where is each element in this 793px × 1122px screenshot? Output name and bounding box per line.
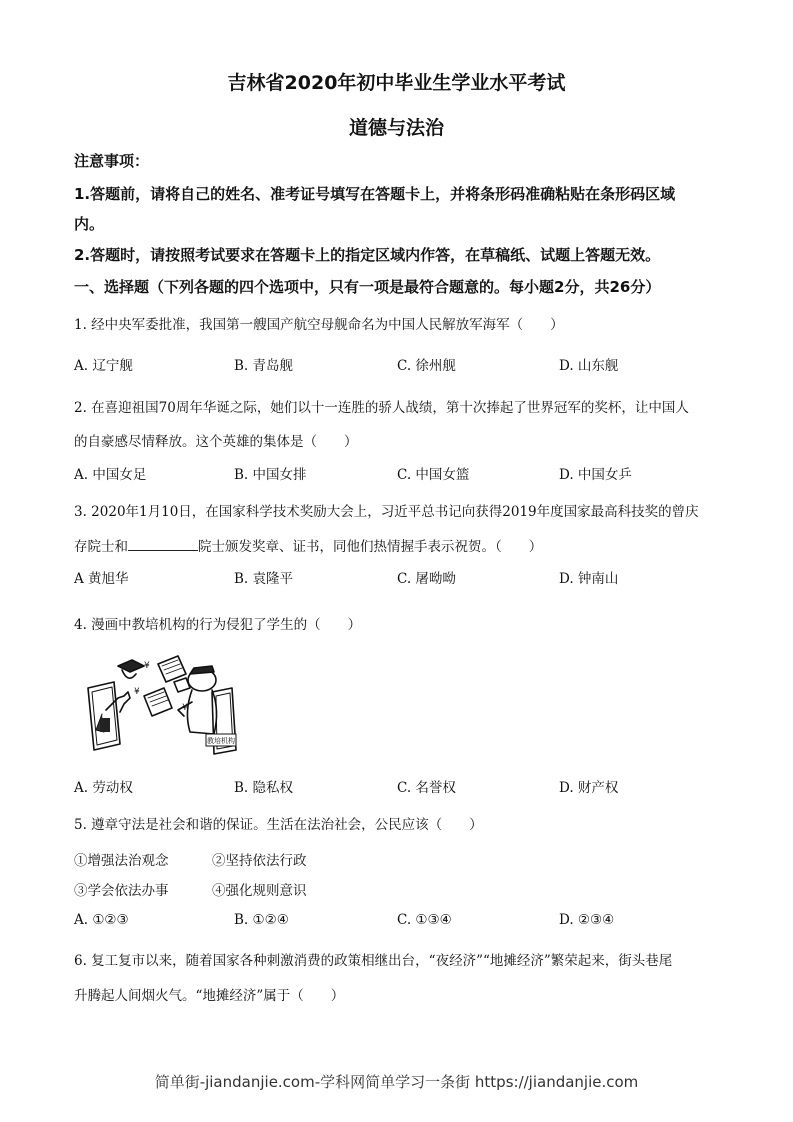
exam-title: 吉林省2020年初中毕业生学业水平考试 [227,72,566,94]
question-3-cont [74,535,542,555]
q2-option-a: A. 中国女足 [74,467,147,483]
q2-option-b: B. 中国女排 [234,467,307,483]
q5-item-1: ①增强法治观念 [74,853,169,869]
q3-option-c: C. 屠呦呦 [397,571,456,587]
question-6: 6. 复工复市以来，随着国家各种刺激消费的政策相继出台，“夜经济”“地摊经济”繁荣起来，街头巷尾 [74,953,673,969]
q3-text-before-blank: 存院士和 [74,539,128,555]
q1-option-c: C. 徐州舰 [397,358,456,374]
svg-text:¥: ¥ [134,687,140,697]
q3-option-d: D. 钟南山 [559,571,619,587]
q5-option-b: B. ①②④ [234,912,289,928]
q5-option-d: D. ②③④ [559,912,615,928]
svg-text:¥: ¥ [182,703,188,713]
q1-option-d: D. 山东舰 [559,358,619,374]
q5-option-c: C. ①③④ [397,912,452,928]
question-2: 2. 在喜迎祖国70周年华诞之际，她们以十一连胜的骄人战绩，第十次捧起了世界冠军的奖杯，让中国人 [74,400,689,416]
question-3: 3. 2020年1月10日，在国家科学技术奖励大会上，习近平总书记向获得2019年度国家最高科技奖的曾庆 [74,504,699,520]
question-4: 4. 漫画中教培机构的行为侵犯了学生的（ ） [74,617,362,633]
question-6-cont: 升腾起人间烟火气。“地摊经济”属于（ ） [74,988,345,1004]
q3-text-after-blank: 院士颁发奖章、证书，同他们热情握手表示祝贺。（ ） [198,539,543,555]
q3-option-b: B. 袁隆平 [234,571,294,587]
svg-text:¥: ¥ [144,661,150,671]
cartoon-label: 教培机构 [207,737,235,745]
notice-heading: 注意事项： [74,152,150,170]
q1-option-b: B. 青岛舰 [234,358,294,374]
q4-option-d: D. 财产权 [559,780,619,796]
q1-option-a: A. 辽宁舰 [74,358,133,374]
q2-option-c: C. 中国女篮 [397,467,470,483]
q4-option-c: C. 名誉权 [397,780,456,796]
q4-option-b: B. 隐私权 [234,780,294,796]
cartoon-image [74,652,242,760]
notice-item-1-cont: 内。 [74,215,105,233]
question-5: 5. 遵章守法是社会和谐的保证。生活在法治社会，公民应该（ ） [74,817,483,833]
q4-option-a: A. 劳动权 [74,780,133,796]
notice-item-2: 2.答题时，请按照考试要求在答题卡上的指定区域内作答，在草稿纸、试题上答题无效。 [74,246,661,264]
notice-item-1: 1.答题前，请将自己的姓名、准考证号填写在答题卡上，并将条形码准确粘贴在条形码区域 [74,185,676,203]
q5-item-2: ②坚持依法行政 [212,853,307,869]
section-heading: 一、选择题（下列各题的四个选项中，只有一项是最符合题意的。每小题2分，共26分） [74,278,661,296]
q3-option-a: A 黄旭华 [74,571,129,587]
q5-item-3: ③学会依法办事 [74,883,169,899]
subject-title: 道德与法治 [348,117,444,139]
q5-option-a: A. ①②③ [74,912,129,928]
question-2-cont: 的自豪感尽情释放。这个英雄的集体是（ ） [74,434,358,450]
footer-watermark: 简单街-jiandanjie.com-学科网简单学习一条街 https://jiandanjie.com [154,1073,639,1091]
q2-option-d: D. 中国女乒 [559,467,632,483]
answer-blank [128,536,198,551]
question-1: 1. 经中央军委批准，我国第一艘国产航空母舰命名为中国人民解放军海军（ ） [74,317,564,333]
q5-item-4: ④强化规则意识 [212,883,307,899]
